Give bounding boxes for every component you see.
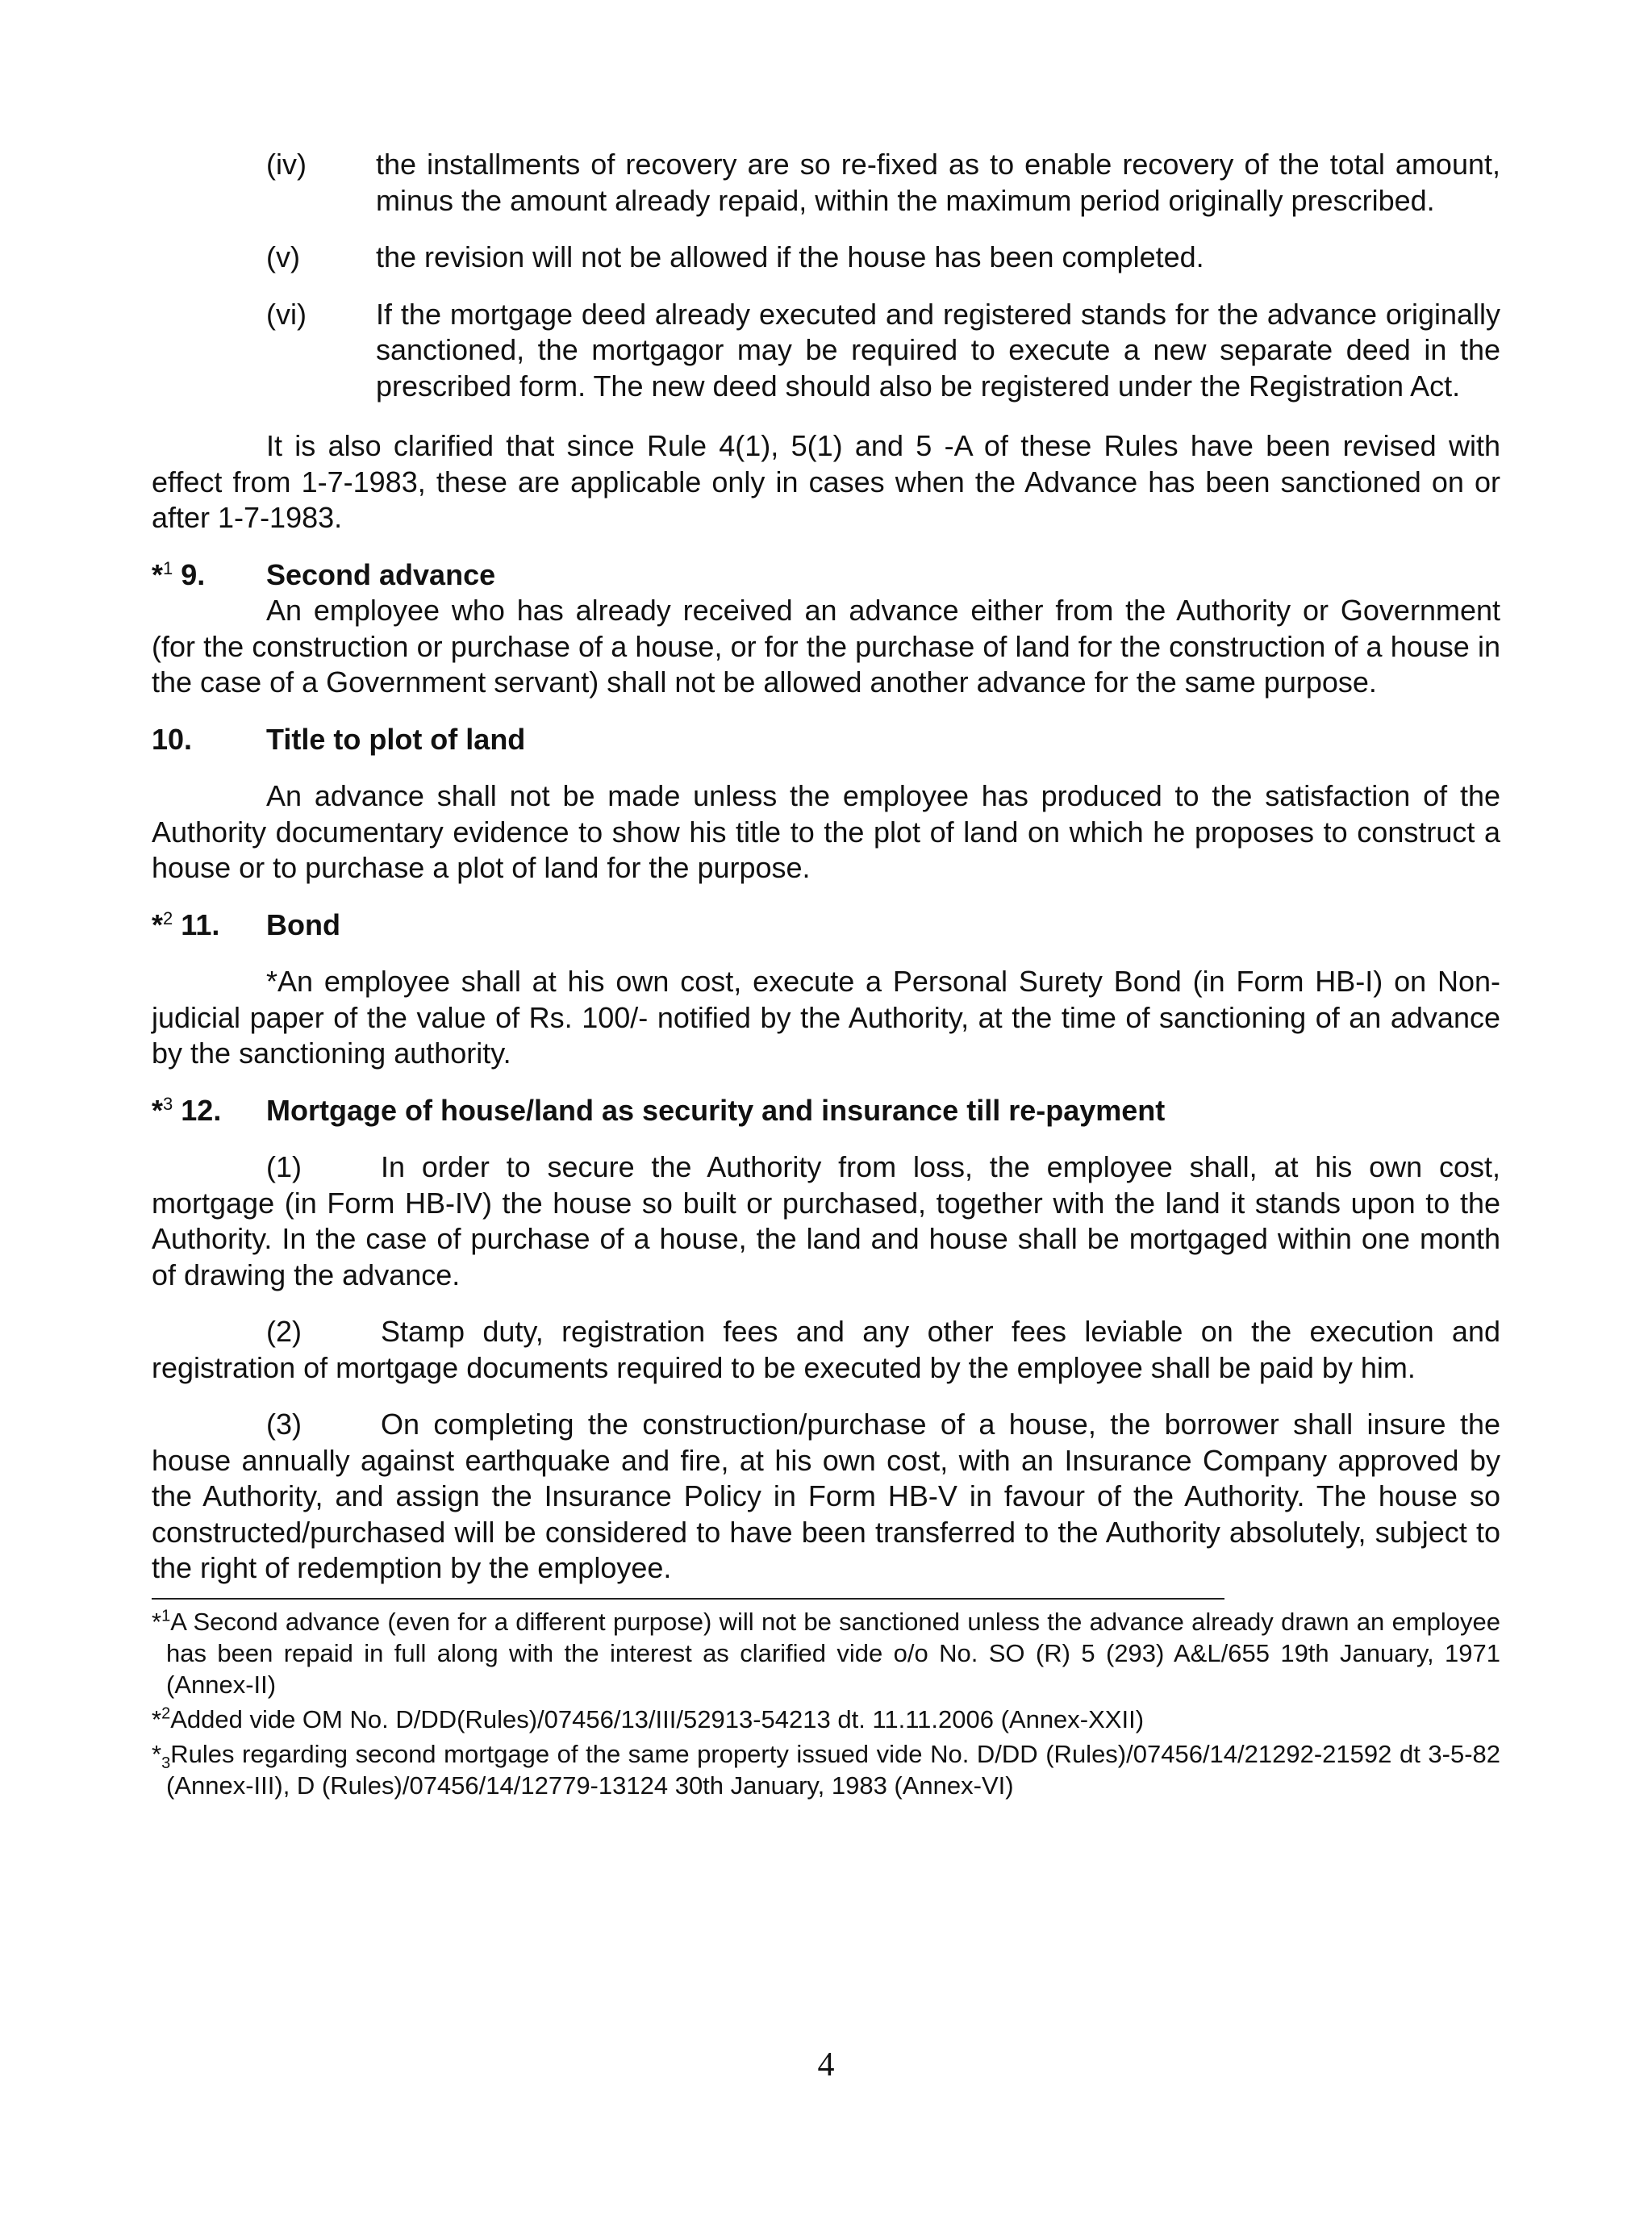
list-item-text: the installments of recovery are so re-fixed as to enable recovery of the total amount, minus the amount already repaid, within the maximum period originally prescribed. [376, 148, 1500, 217]
section-number: *$^2$ 11. [152, 907, 220, 941]
section-title: Second advance [266, 557, 496, 591]
section-12-sub-2 [152, 1314, 1500, 1386]
section-12-sub-3 [152, 1407, 1500, 1587]
sub-number: (2) [266, 1315, 302, 1348]
sub-text: Stamp duty, registration fees and any other fees leviable on the execution and registration of mortgage documents required to be executed by the employee shall be paid by him. [152, 1315, 1500, 1384]
page-number: 4 [817, 2046, 835, 2084]
section-heading-10 [152, 722, 1500, 758]
section-title: Title to plot of land [266, 722, 526, 756]
section-number: *$^3$ 12. [152, 1093, 222, 1127]
list-item-iv [152, 147, 1500, 219]
section-title: Bond [266, 907, 340, 941]
list-item-text: the revision will not be allowed if the house has been completed. [376, 240, 1204, 273]
footnote-3: $*_3Rules$ regarding second mortgage of the same property issued vide No. D/DD (Rules)/07456/14/21292-21592 dt 3-5-82 (Annex-III), D (Rules)/07456/14/12779-13124 30th January, 1983 (Annex-VI) [152, 1739, 1500, 1800]
section-heading-12 [152, 1093, 1500, 1129]
list-item-number: (v) [266, 240, 300, 273]
footnote-1: *$^1$A Second advance (even for a different purpose) will not be sanctioned unless the advance already drawn an employee has been repaid in full along with the interest as clarified vide o/o No. SO (R) 5 (293) A&L/655 19th January, 1971 (Annex-II) [152, 1607, 1500, 1699]
sub-number: (3) [266, 1408, 302, 1441]
list-item-number: (iv) [266, 148, 307, 181]
section-heading-11 [152, 907, 1500, 944]
section-heading-9 [152, 557, 1500, 594]
footnote-2: *$^2$Added vide OM No. D/DD(Rules)/07456/13/III/52913-54213 dt. 11.11.2006 (Annex-XXII) [152, 1704, 1145, 1733]
section-9-body: An employee who has already received an advance either from the Authority or Government (for the construction or purchase of a house, or for the purchase of land for the construction of a house in the case of a Government servant) shall not be allowed another advance for the same purpose. [152, 594, 1500, 699]
clarification-paragraph: It is also clarified that since Rule 4(1), 5(1) and 5 -A of these Rules have been revised with effect from 1-7-1983, these are applicable only in cases when the Advance has been sanctioned on or after 1-7-1983. [152, 429, 1500, 534]
section-title: Mortgage of house/land as security and insurance till re-payment [266, 1093, 1166, 1127]
footnotes [152, 1606, 1500, 1801]
sub-text: On completing the construction/purchase of a house, the borrower shall insure the house annually against earthquake and fire, at his own cost, with an Insurance Company approved by the Authority, and assign the Insurance Policy in Form HB-V in favour of the Authority. The house so constructed/purchased will be considered to have been transferred to the Authority absolutely, subject to the right of redemption by the employee. [152, 1408, 1500, 1584]
footnote-separator [152, 1587, 1224, 1600]
section-12-sub-1 [152, 1149, 1500, 1293]
section-number: *$^1$ 9. [152, 557, 206, 591]
list-item-v [152, 240, 1500, 276]
section-10-body: An advance shall not be made unless the employee has produced to the satisfaction of the Authority documentary evidence to show his title to the plot of land on which he proposes to construct a house or to purchase a plot of land for the purpose. [152, 779, 1500, 884]
section-number: 10. [152, 722, 193, 756]
list-item-vi [152, 297, 1500, 405]
section-11-body: *An employee shall at his own cost, execute a Personal Surety Bond (in Form HB-I) on Non-judicial paper of the value of Rs. 100/- notified by the Authority, at the time of sanctioning of an advance by the sanctioning authority. [152, 965, 1500, 1070]
sub-number: (1) [266, 1150, 302, 1183]
sub-text: In order to secure the Authority from loss, the employee shall, at his own cost, mortgage (in Form HB-IV) the house so built or purchased, together with the land it stands upon to the Authority. In the case of purchase of a house, the land and house shall be mortgaged within one month of drawing the advance. [152, 1150, 1500, 1291]
list-item-number: (vi) [266, 297, 307, 331]
page-content [152, 147, 1500, 1801]
list-item-text: If the mortgage deed already executed and registered stands for the advance originally sanctioned, the mortgagor may be required to execute a new separate deed in the prescribed form. The new deed should also be registered under the Registration Act. [376, 297, 1500, 403]
